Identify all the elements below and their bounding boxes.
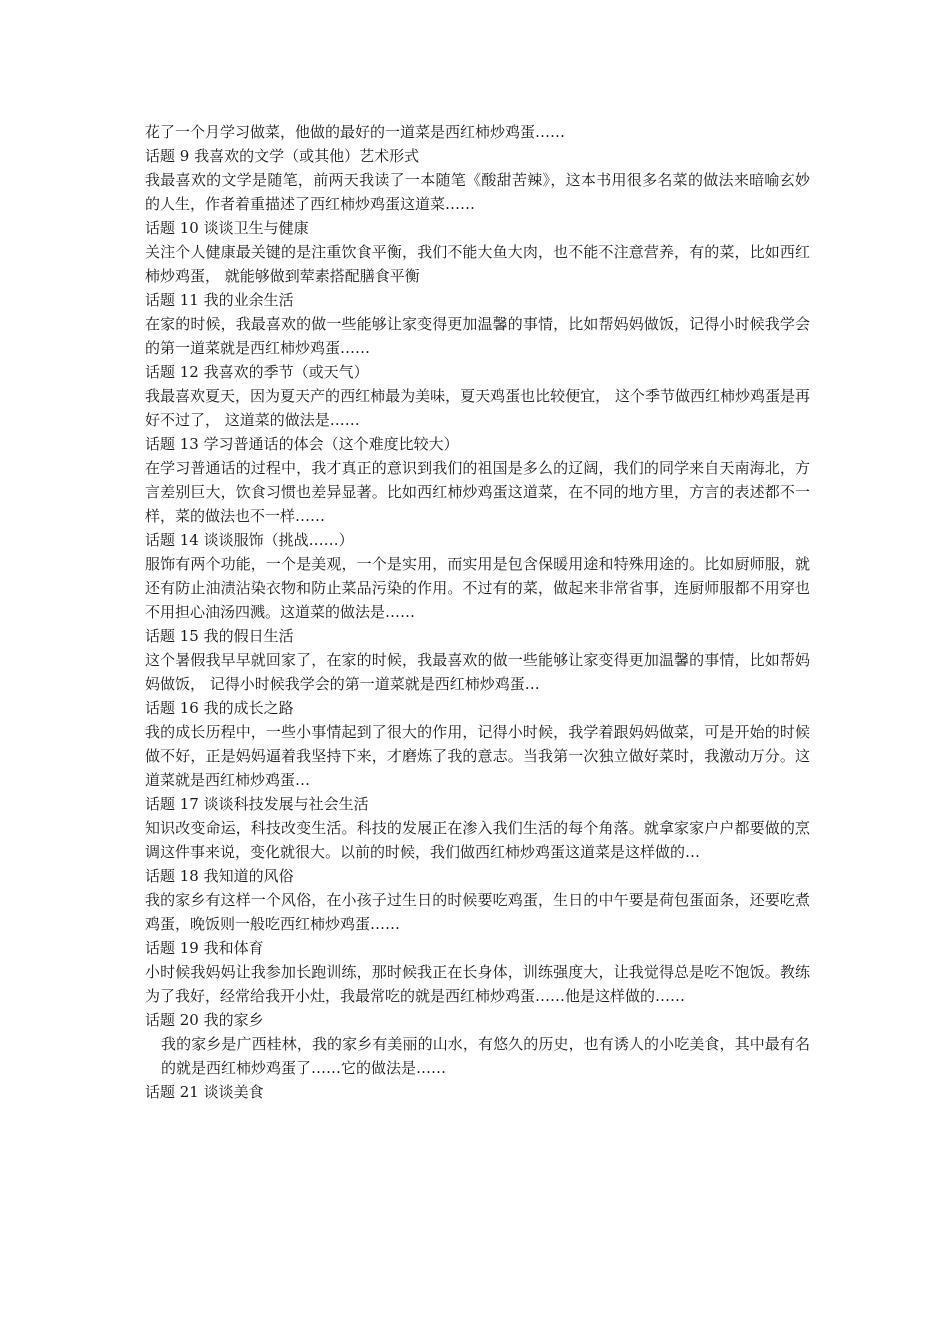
topic-heading: 话题 19 我和体育 [145, 939, 264, 957]
paragraph: 服饰有两个功能，一个是美观，一个是实用，而实用是包含保暖用途和特殊用途的。比如厨师服，就还有防止油渍沾染衣物和防止菜品污染的作用。不过有的菜，做起来非常省事，连厨师服都不用穿也不用担心油汤四溅。这道菜的做法是…… [145, 555, 810, 621]
paragraph: 在学习普通话的过程中，我才真正的意识到我们的祖国是多么的辽阔，我们的同学来自天南海北，方言差别巨大，饮食习惯也差异显著。比如西红柿炒鸡蛋这道菜，在不同的地方里，方言的表述都不一样，菜的做法也不一样…… [145, 459, 810, 525]
topic-heading: 话题 13 学习普通话的体会（这个难度比较大） [145, 435, 459, 453]
topic-heading: 话题 10 谈谈卫生与健康 [145, 219, 309, 237]
paragraph: 我的家乡有这样一个风俗，在小孩子过生日的时候要吃鸡蛋，生日的中午要是荷包蛋面条，还要吃煮鸡蛋，晚饭则一般吃西红柿炒鸡蛋…… [145, 891, 810, 933]
document-body [145, 120, 810, 1104]
topic-heading: 话题 14 谈谈服饰（挑战……） [145, 531, 354, 549]
paragraph: 我最喜欢的文学是随笔，前两天我读了一本随笔《酸甜苦辣》，这本书用很多名菜的做法来暗喻玄妙的人生，作者着重描述了西红柿炒鸡蛋这道菜…… [145, 171, 810, 213]
topic-heading: 话题 16 我的成长之路 [145, 699, 294, 717]
topic-heading: 话题 21 谈谈美食 [145, 1083, 264, 1101]
paragraph: 我最喜欢夏天，因为夏天产的西红柿最为美味，夏天鸡蛋也比较便宜， 这个季节做西红柿炒鸡蛋是再好不过了， 这道菜的做法是…… [145, 387, 810, 429]
topic-heading: 话题 20 我的家乡 [145, 1011, 264, 1029]
topic-heading: 话题 18 我知道的风俗 [145, 867, 294, 885]
topic-heading: 话题 15 我的假日生活 [145, 627, 294, 645]
topic-heading: 话题 17 谈谈科技发展与社会生活 [145, 795, 369, 813]
topic-heading: 话题 12 我喜欢的季节（或天气） [145, 363, 369, 381]
topic-heading: 话题 11 我的业余生活 [145, 291, 294, 309]
paragraph: 在家的时候，我最喜欢的做一些能够让家变得更加温馨的事情，比如帮妈妈做饭，记得小时候我学会的第一道菜就是西红柿炒鸡蛋…… [145, 315, 810, 357]
paragraph: 知识改变命运，科技改变生活。科技的发展正在渗入我们生活的每个角落。就拿家家户户都要做的烹调这件事来说，变化就很大。以前的时候，我们做西红柿炒鸡蛋这道菜是这样做的… [145, 819, 810, 861]
paragraph: 这个暑假我早早就回家了，在家的时候，我最喜欢的做一些能够让家变得更加温馨的事情，比如帮妈妈做饭， 记得小时候我学会的第一道菜就是西红柿炒鸡蛋… [145, 651, 810, 693]
topic-heading: 话题 9 我喜欢的文学（或其他）艺术形式 [145, 147, 420, 165]
paragraph: 花了一个月学习做菜，他做的最好的一道菜是西红柿炒鸡蛋…… [145, 123, 566, 141]
paragraph: 我的成长历程中，一些小事情起到了很大的作用，记得小时候，我学着跟妈妈做菜，可是开始的时候做不好，正是妈妈逼着我坚持下来，才磨炼了我的意志。当我第一次独立做好菜时，我激动万分。这道菜就是西红柿炒鸡蛋… [145, 723, 810, 789]
ellipsis-line: 我的家乡是广西桂林，我的家乡有美丽的山水，有悠久的历史，也有诱人的小吃美食，其中最有名的就是西红柿炒鸡蛋了……它的做法是…… [161, 1035, 810, 1077]
paragraph: 关注个人健康最关键的是注重饮食平衡，我们不能大鱼大肉，也不能不注意营养，有的菜，比如西红柿炒鸡蛋， 就能够做到荤素搭配膳食平衡 [145, 243, 810, 285]
paragraph: 小时候我妈妈让我参加长跑训练，那时候我正在长身体，训练强度大，让我觉得总是吃不饱饭。教练为了我好，经常给我开小灶，我最常吃的就是西红柿炒鸡蛋……他是这样做的…… [145, 963, 810, 1005]
